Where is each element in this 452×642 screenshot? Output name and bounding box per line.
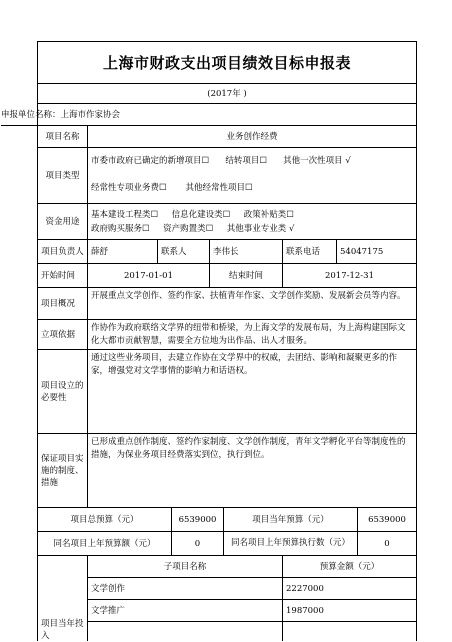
fund-use-line1: 基本建设工程类☐ 信息化建设类☐ 政策补贴类☐ — [91, 210, 294, 220]
necessity-label: 项目设立的必要性 — [38, 350, 88, 434]
total-budget-label: 项目总预算（元） — [38, 508, 172, 532]
overview-value: 开展重点文学创作、签约作家、扶植青年作家、文学创作奖励、发展新会员等内容。 — [88, 288, 416, 320]
prev-budget-value: 0 — [172, 532, 224, 556]
start-value: 2017-01-01 — [88, 264, 210, 288]
prev-exec-value: 0 — [358, 532, 416, 556]
investment-label-cell — [38, 556, 88, 641]
prev-budget-label: 同名项目上年预算额（元） — [38, 532, 172, 556]
applicant-row — [1, 104, 416, 126]
guarantee-value: 已形成重点创作制度、签约作家制度、文学创作制度，青年文学孵化平台等制度性的措施，为保业务项目经费落实到位，执行到位。 — [88, 434, 416, 508]
project-type-cell — [88, 148, 416, 204]
investment-label: 项目当年投入 — [41, 619, 84, 641]
sub-item-empty-name — [88, 622, 283, 641]
phone-label: 联系电话 — [283, 240, 337, 264]
total-budget-value: 6539000 — [172, 508, 224, 532]
end-label: 结束时间 — [210, 264, 283, 288]
form-year: (2017年 ) — [38, 84, 416, 104]
overview-label: 项目概况 — [38, 288, 88, 320]
end-value: 2017-12-31 — [283, 264, 416, 288]
project-type-label: 项目类型 — [38, 148, 88, 204]
sub-item-amount: 2227000 — [283, 578, 416, 600]
phone-value: 54047175 — [337, 240, 416, 264]
contact-value: 李伟长 — [210, 240, 283, 264]
sub-header-name: 子项目名称 — [88, 556, 283, 578]
form-title: 上海市财政支出项目绩效目标申报表 — [38, 42, 416, 84]
fund-use-cell — [88, 204, 416, 240]
basis-value: 作协作为政府联络文学界的纽带和桥梁，为上海文学的发展布局，为上海构建国际文化大都市贡献智慧，需要全方位地为出作品、出人才服务。 — [88, 320, 416, 350]
sub-item-amount: 1987000 — [283, 600, 416, 622]
leader-value: 薛舒 — [88, 240, 158, 264]
sub-header-amount: 预算金额（元） — [283, 556, 416, 578]
sub-item-name: 文学创作 — [88, 578, 283, 600]
sub-item-empty-amount — [283, 622, 416, 641]
contact-label: 联系人 — [158, 240, 210, 264]
guarantee-label: 保证项目实施的制度、措施 — [38, 434, 88, 508]
leader-label: 项目负责人 — [38, 240, 88, 264]
sub-item-name: 文学推广 — [88, 600, 283, 622]
project-name-value: 业务创作经费 — [88, 126, 416, 148]
prev-exec-label: 同名项目上年预算执行数（元） — [224, 532, 358, 556]
project-type-line2: 经常性专项业务费☐ 其他经常性项目☐ — [91, 183, 253, 193]
necessity-value: 通过这些业务项目，去建立作协在文学界中的权威，去团结、影响和凝聚更多的作家，增强党对文学事情的影响力和话语权。 — [88, 350, 416, 434]
fund-use-label: 资金用途 — [38, 204, 88, 240]
project-name-label: 项目名称 — [38, 126, 88, 148]
budget-form-table — [1, 41, 417, 641]
applicant-text: 申报单位名称：上海市作家协会 — [1, 109, 121, 120]
project-type-line1: 市委市政府已确定的新增项目☐ 结转项目☐ 其他一次性项目 √ — [91, 156, 351, 166]
start-label: 开始时间 — [38, 264, 88, 288]
basis-label: 立项依据 — [38, 320, 88, 350]
fund-use-line2: 政府购买服务☐ 资产购置类☐ 其他事业专业类 √ — [91, 224, 295, 234]
year-budget-label: 项目当年预算（元） — [224, 508, 358, 532]
year-budget-value: 6539000 — [358, 508, 416, 532]
